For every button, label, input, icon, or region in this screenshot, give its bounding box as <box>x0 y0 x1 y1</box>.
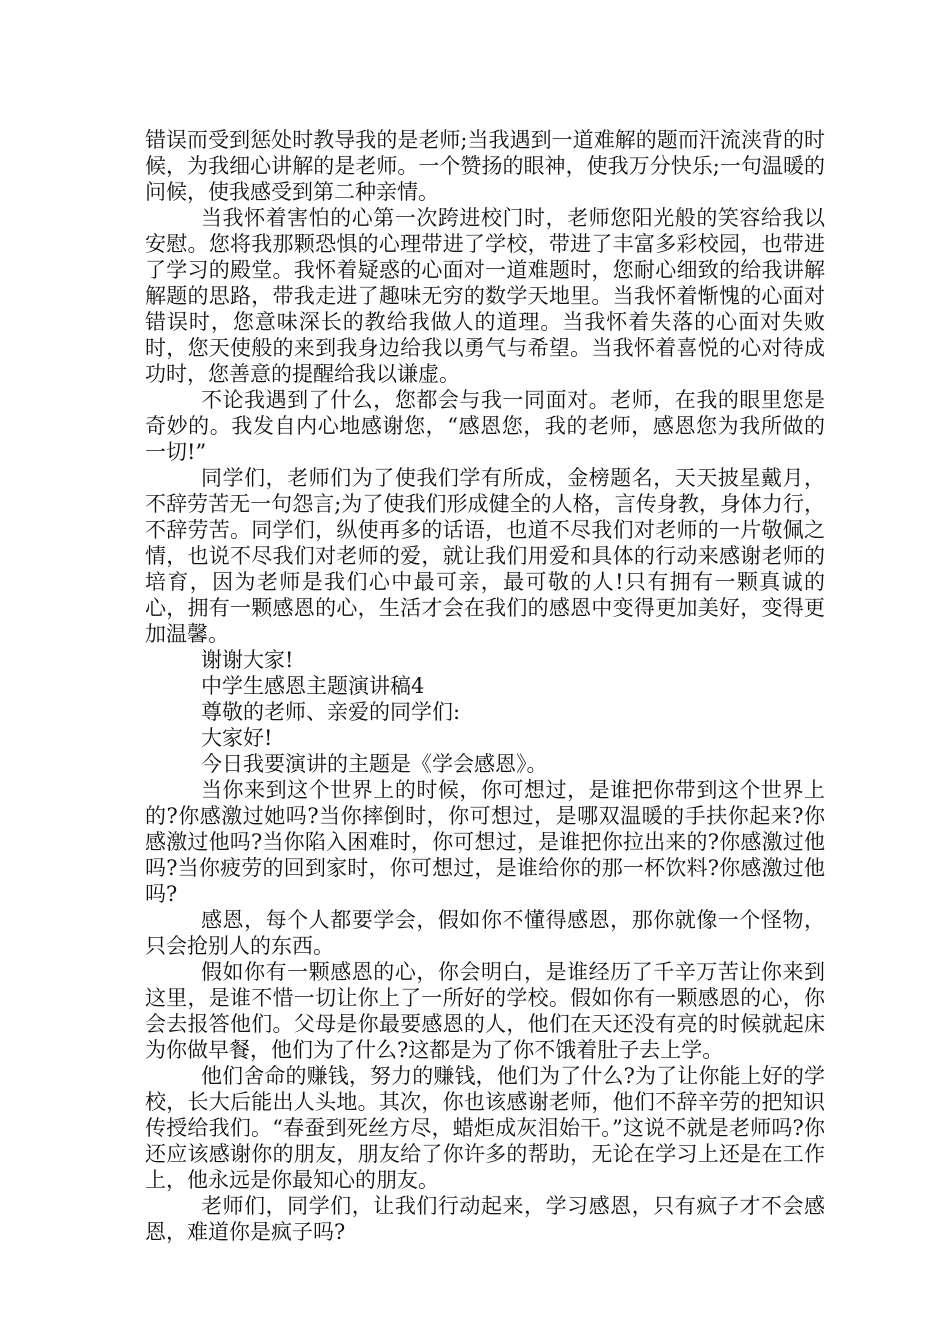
paragraph: 不论我遇到了什么，您都会与我一同面对。老师，在我的眼里您是奇妙的。我发自内心地感谢您，“感恩您，我的老师，感恩您为我所做的一切!” <box>145 388 825 464</box>
topic-statement: 今日我要演讲的主题是《学会感恩》。 <box>201 752 548 776</box>
paragraph: 假如你有一颗感恩的心，你会明白，是谁经历了千辛万苦让你来到这里，是谁不惜一切让你上了一所好的学校。假如你有一颗感恩的心，你会去报答他们。父母是你最要感恩的人，他们在天还没有亮的时候就起床为你做早餐，他们为了什么?这都是为了你不饿着肚子去上学。 <box>145 960 825 1062</box>
paragraph: 感恩，每个人都要学会，假如你不懂得感恩，那你就像一个怪物，只会抢别人的东西。 <box>145 908 825 958</box>
paragraph: 错误而受到惩处时教导我的是老师;当我遇到一道难解的题而汗流浃背的时候，为我细心讲解的是老师。一个赞扬的眼神，使我万分快乐;一句温暖的问候，使我感受到第二种亲情。 <box>145 128 825 204</box>
paragraph: 他们舍命的赚钱，努力的赚钱，他们为了什么?为了让你能上好的学校，长大后能出人头地。其次，你也该感谢老师，他们不辞辛劳的把知识传授给我们。“春蚕到死丝方尽，蜡炬成灰泪始干。”这说不就是老师吗?你还应该感谢你的朋友，朋友给了你许多的帮助，无论在学习上还是在工作上，他永远是你最知心的朋友。 <box>145 1064 825 1192</box>
paragraph: 同学们，老师们为了使我们学有所成，金榜题名，天天披星戴月，不辞劳苦无一句怨言;为了使我们形成健全的人格，言传身教，身体力行，不辞劳苦。同学们，纵使再多的话语，也道不尽我们对老师的一片敬佩之情，也说不尽我们对老师的爱，就让我们用爱和具体的行动来感谢老师的培育，因为老师是我们心中最可亲，最可敬的人!只有拥有一颗真诚的心，拥有一颗感恩的心，生活才会在我们的感恩中变得更加美好，变得更加温馨。 <box>145 466 825 646</box>
paragraph: 当你来到这个世界上的时候，你可想过，是谁把你带到这个世界上的?你感激过她吗?当你摔倒时，你可想过，是哪双温暖的手扶你起来?你感激过他吗?当你陷入困难时，你可想过，是谁把你拉出来的?你感激过他吗?当你疲劳的回到家时，你可想过，是谁给你的那一杯饮料?你感激过他吗? <box>145 778 825 906</box>
greeting: 大家好! <box>201 726 273 750</box>
salutation: 尊敬的老师、亲爱的同学们: <box>201 700 461 724</box>
paragraph: 老师们，同学们，让我们行动起来，学习感恩，只有疯子才不会感恩，难道你是疯子吗? <box>145 1194 825 1244</box>
section-title: 中学生感恩主题演讲稿4 <box>201 674 425 698</box>
paragraph: 当我怀着害怕的心第一次跨进校门时，老师您阳光般的笑容给我以安慰。您将我那颗恐惧的心理带进了学校，带进了丰富多彩校园，也带进了学习的殿堂。我怀着疑惑的心面对一道难题时，您耐心细致的给我讲解解题的思路，带我走进了趣味无穷的数学天地里。当我怀着惭愧的心面对错误时，您意味深长的教给我做人的道理。当我怀着失落的心面对失败时，您天使般的来到我身边给我以勇气与希望。当我怀着喜悦的心对待成功时，您善意的提醒给我以谦虚。 <box>145 206 825 386</box>
closing-thanks: 谢谢大家! <box>201 648 294 672</box>
document-page <box>145 127 825 1245</box>
